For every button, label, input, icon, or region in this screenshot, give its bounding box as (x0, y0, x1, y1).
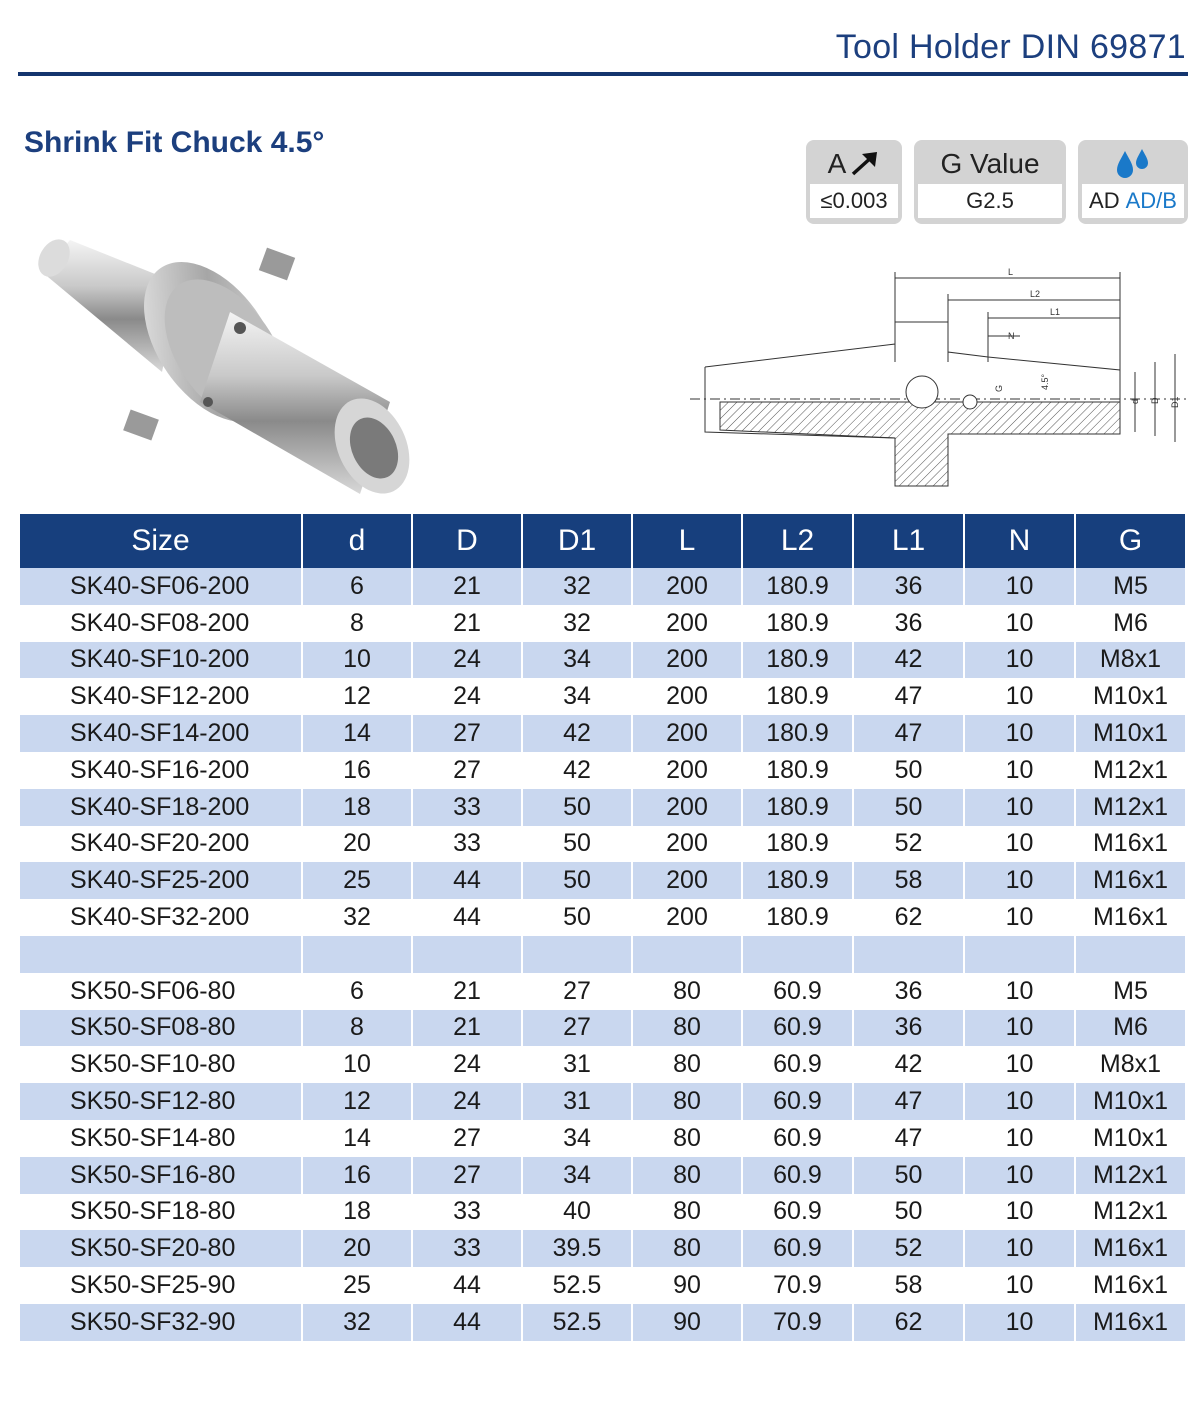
cell-d1: 34 (522, 1157, 632, 1194)
cell-l2: 180.9 (742, 899, 853, 936)
cell-l: 200 (632, 605, 742, 642)
cell-g: M12x1 (1075, 1157, 1185, 1194)
cell-g: M16x1 (1092, 1271, 1169, 1300)
cell-n: 10 (964, 715, 1075, 752)
cell-n: 10 (964, 1157, 1075, 1194)
spec-table (20, 514, 1185, 1341)
cell-l: 200 (632, 899, 742, 936)
cell-d: 21 (412, 973, 522, 1010)
cell-d: 24 (412, 1083, 522, 1120)
cell-size: SK50-SF10-80 (20, 1046, 302, 1083)
cell-g: M16x1 (1092, 829, 1169, 858)
cell-d1: 34 (522, 1120, 632, 1157)
balance-badge-label: G Value (940, 148, 1040, 179)
coolant-badge-header (1082, 144, 1184, 184)
cell-l2: 70.9 (742, 1304, 853, 1341)
runout-badge-value: ≤0.003 (810, 184, 898, 218)
cell-d1: 32 (522, 568, 632, 605)
table-row (20, 1120, 1185, 1157)
coolant-badge (1078, 140, 1188, 224)
cell-n (964, 936, 1075, 973)
cell-n: 10 (964, 973, 1075, 1010)
table-row (20, 605, 1185, 642)
cell-size: SK40-SF10-200 (20, 642, 302, 679)
column-header-N: N (964, 514, 1075, 568)
coolant-drops-icon (1113, 147, 1153, 181)
cell-d1: 50 (522, 862, 632, 899)
cell-l2: 180.9 (742, 789, 853, 826)
cell-size: SK40-SF16-200 (20, 752, 302, 789)
table-row (20, 789, 1185, 826)
cell-n: 10 (964, 1194, 1075, 1231)
runout-badge-label: A (827, 148, 847, 179)
cell-l1: 36 (853, 1010, 964, 1047)
cell-l2 (742, 936, 853, 973)
cell-l: 200 (632, 826, 742, 863)
cell-d: 6 (302, 973, 412, 1010)
cell-n: 10 (964, 1083, 1075, 1120)
runout-badge (806, 140, 902, 224)
cell-n: 10 (964, 605, 1075, 642)
cell-l2: 60.9 (742, 1230, 853, 1267)
cell-l1: 36 (853, 568, 964, 605)
cell-d: 20 (302, 826, 412, 863)
cell-l2: 180.9 (742, 752, 853, 789)
cell-l: 90 (632, 1304, 742, 1341)
dim-label-N: N (1008, 331, 1015, 341)
cell-n: 10 (964, 1046, 1075, 1083)
cell-l1: 50 (853, 789, 964, 826)
table-row (20, 678, 1185, 715)
cell-size: SK40-SF32-200 (20, 899, 302, 936)
cell-d: 12 (302, 678, 412, 715)
cell-l: 200 (632, 752, 742, 789)
cell-d: 25 (302, 1267, 412, 1304)
cell-d: 32 (302, 1304, 412, 1341)
cell-g: M8x1 (1099, 1050, 1162, 1079)
cell-d: 44 (412, 899, 522, 936)
cell-d: 25 (302, 862, 412, 899)
cell-size: SK40-SF08-200 (20, 605, 302, 642)
cell-d: 18 (302, 789, 412, 826)
table-row (20, 1230, 1185, 1267)
cell-size: SK40-SF14-200 (20, 715, 302, 752)
cell-g: M12x1 (1092, 755, 1169, 784)
cell-g: M8x1 (1075, 642, 1185, 679)
cell-l2: 180.9 (742, 678, 853, 715)
cell-l1: 58 (853, 1267, 964, 1304)
cell-d1: 52.5 (522, 1267, 632, 1304)
dim-label-L1: L1 (1050, 307, 1061, 317)
table-row (20, 826, 1185, 863)
runout-badge-header (810, 144, 898, 184)
cell-l: 200 (632, 862, 742, 899)
cell-l: 200 (632, 715, 742, 752)
cell-l: 80 (632, 973, 742, 1010)
cell-n: 10 (964, 1304, 1075, 1341)
cell-size: SK50-SF16-80 (20, 1157, 302, 1194)
cell-size: SK50-SF25-90 (20, 1267, 302, 1304)
cell-l1: 52 (853, 826, 964, 863)
cell-l2: 60.9 (742, 1046, 853, 1083)
cell-d: 14 (302, 715, 412, 752)
table-row (20, 1010, 1185, 1047)
cell-l: 80 (632, 1194, 742, 1231)
cell-n: 10 (964, 1230, 1075, 1267)
table-body (20, 568, 1185, 1341)
table-row (20, 862, 1185, 899)
cell-d: 27 (412, 1120, 522, 1157)
cell-n: 10 (964, 678, 1075, 715)
cell-n: 10 (964, 752, 1075, 789)
cell-d: 27 (412, 715, 522, 752)
cell-d: 32 (302, 899, 412, 936)
cell-n: 10 (964, 1267, 1075, 1304)
document-title: Tool Holder DIN 69871 (835, 28, 1186, 66)
cell-size: SK40-SF20-200 (20, 826, 302, 863)
cell-d: 33 (412, 1230, 522, 1267)
cell-l (632, 936, 742, 973)
cell-l1: 36 (853, 973, 964, 1010)
dim-label-angle: 4.5° (1040, 373, 1050, 390)
runout-arrow-icon (850, 151, 880, 177)
cell-d: 20 (302, 1230, 412, 1267)
cell-g: M16x1 (1075, 1304, 1185, 1341)
column-header-L: L (632, 514, 742, 568)
cell-l: 80 (632, 1230, 742, 1267)
cell-d1: 50 (522, 789, 632, 826)
cell-l1: 52 (853, 1230, 964, 1267)
cell-d: 10 (302, 1046, 412, 1083)
cell-n: 10 (964, 862, 1075, 899)
cell-l: 80 (632, 1120, 742, 1157)
cell-l: 200 (632, 678, 742, 715)
cell-l: 80 (632, 1010, 742, 1047)
coolant-badge-value (1082, 184, 1184, 218)
cell-g: M10x1 (1092, 1123, 1169, 1152)
cell-d1: 40 (522, 1194, 632, 1231)
coolant-type-adb: AD/B (1125, 188, 1177, 213)
cell-l2: 60.9 (742, 1120, 853, 1157)
cell-d: 21 (412, 568, 522, 605)
cell-n: 10 (964, 826, 1075, 863)
cell-d1: 32 (522, 605, 632, 642)
cell-l2: 180.9 (742, 642, 853, 679)
dim-label-L: L (1008, 267, 1014, 277)
coolant-type-ad: AD (1089, 188, 1120, 213)
cell-l1: 47 (853, 715, 964, 752)
cell-size: SK50-SF12-80 (20, 1083, 302, 1120)
cell-l2: 60.9 (742, 1083, 853, 1120)
cell-l2: 180.9 (742, 715, 853, 752)
cell-g: M12x1 (1075, 789, 1185, 826)
cell-d: 21 (412, 1010, 522, 1047)
cell-d1: 27 (522, 973, 632, 1010)
column-header-d: d (302, 514, 412, 568)
cell-d: 21 (412, 605, 522, 642)
cell-l2: 180.9 (742, 862, 853, 899)
cell-l: 80 (632, 1157, 742, 1194)
table-row (20, 715, 1185, 752)
product-photo (30, 232, 430, 500)
cell-size: SK40-SF06-200 (20, 568, 302, 605)
cell-d1: 39.5 (522, 1230, 632, 1267)
table-row (20, 1083, 1185, 1120)
cell-d: 24 (412, 678, 522, 715)
cell-d: 33 (412, 1194, 522, 1231)
cell-d: 12 (302, 1083, 412, 1120)
cell-l1: 50 (853, 752, 964, 789)
cell-d: 44 (412, 1267, 522, 1304)
cell-l: 80 (632, 1046, 742, 1083)
cell-n: 10 (964, 1120, 1075, 1157)
column-header-D: D (412, 514, 522, 568)
cell-d: 24 (412, 1046, 522, 1083)
cell-l1: 42 (853, 642, 964, 679)
cell-l1 (853, 936, 964, 973)
table-row (20, 568, 1185, 605)
cell-d: 16 (302, 1157, 412, 1194)
dim-label-D1: D1 (1170, 396, 1180, 408)
cell-d: 24 (412, 642, 522, 679)
cell-l1: 50 (853, 1194, 964, 1231)
table-row (20, 1304, 1185, 1341)
cell-l: 80 (632, 1083, 742, 1120)
cell-size: SK50-SF18-80 (20, 1194, 302, 1231)
balance-badge (914, 140, 1066, 224)
cell-d (412, 936, 522, 973)
cell-g: M16x1 (1075, 1230, 1185, 1267)
column-header-G: G (1075, 514, 1185, 568)
dim-label-G: G (994, 384, 1004, 392)
cell-l2: 60.9 (742, 1010, 853, 1047)
table-row (20, 1157, 1185, 1194)
cell-size: SK40-SF12-200 (20, 678, 302, 715)
cell-d: 8 (302, 605, 412, 642)
cell-d1: 50 (522, 826, 632, 863)
cell-d (302, 936, 412, 973)
cell-l1: 58 (853, 862, 964, 899)
cell-l: 200 (632, 568, 742, 605)
cell-d: 16 (302, 752, 412, 789)
cell-d: 33 (412, 826, 522, 863)
cell-g: M12x1 (1092, 1197, 1169, 1226)
cell-d1: 34 (522, 642, 632, 679)
cell-d1: 34 (522, 678, 632, 715)
cell-d1: 31 (522, 1046, 632, 1083)
cell-g: M16x1 (1092, 903, 1169, 932)
cell-d: 18 (302, 1194, 412, 1231)
cell-size: SK40-SF18-200 (20, 789, 302, 826)
cell-g: M10x1 (1092, 682, 1169, 711)
cell-d1: 52.5 (522, 1304, 632, 1341)
table-row (20, 936, 1185, 973)
cell-l2: 70.9 (742, 1267, 853, 1304)
cell-size: SK50-SF08-80 (20, 1010, 302, 1047)
cell-g: M10x1 (1075, 1083, 1185, 1120)
cell-d: 33 (412, 789, 522, 826)
cell-d1: 50 (522, 899, 632, 936)
table-row (20, 1046, 1185, 1083)
cell-size (20, 936, 302, 973)
cell-l2: 60.9 (742, 1194, 853, 1231)
cell-n: 10 (964, 568, 1075, 605)
cell-l1: 42 (853, 1046, 964, 1083)
table-row (20, 752, 1185, 789)
dim-label-D: D (1150, 397, 1160, 404)
cell-size: SK50-SF20-80 (20, 1230, 302, 1267)
table-row (20, 899, 1185, 936)
cell-l1: 62 (853, 1304, 964, 1341)
cell-d1 (522, 936, 632, 973)
cell-size: SK50-SF14-80 (20, 1120, 302, 1157)
cell-g: M6 (1075, 1010, 1185, 1047)
cell-l2: 60.9 (742, 1157, 853, 1194)
cell-d: 44 (412, 862, 522, 899)
column-header-D1: D1 (522, 514, 632, 568)
cell-d: 14 (302, 1120, 412, 1157)
dim-label-L2: L2 (1030, 289, 1041, 299)
dim-label-d: d (1130, 398, 1140, 404)
cell-g: M16x1 (1075, 862, 1185, 899)
cell-g: M5 (1075, 568, 1185, 605)
cell-l: 200 (632, 642, 742, 679)
table-row (20, 642, 1185, 679)
title-divider (18, 72, 1188, 76)
cell-size: SK40-SF25-200 (20, 862, 302, 899)
cell-l1: 36 (853, 605, 964, 642)
cell-d: 27 (412, 1157, 522, 1194)
cell-g: M10x1 (1075, 715, 1185, 752)
cell-l: 90 (632, 1267, 742, 1304)
cell-size: SK50-SF06-80 (20, 973, 302, 1010)
cell-d1: 27 (522, 1010, 632, 1047)
cell-d1: 31 (522, 1083, 632, 1120)
cell-g: M5 (1113, 976, 1148, 1005)
technical-drawing (690, 262, 1195, 498)
column-header-size: Size (20, 514, 302, 568)
cell-l2: 180.9 (742, 568, 853, 605)
table-header-row (20, 514, 1185, 568)
cell-d: 27 (412, 752, 522, 789)
cell-l2: 60.9 (742, 973, 853, 1010)
cell-size: SK50-SF32-90 (20, 1304, 302, 1341)
cell-n: 10 (964, 899, 1075, 936)
cell-d1: 42 (522, 715, 632, 752)
table-row (20, 1194, 1185, 1231)
cell-d: 44 (412, 1304, 522, 1341)
cell-g (1075, 936, 1185, 973)
cell-n: 10 (964, 642, 1075, 679)
cell-l1: 47 (853, 1083, 964, 1120)
cell-d: 8 (302, 1010, 412, 1047)
cell-l1: 47 (853, 678, 964, 715)
cell-d: 6 (302, 568, 412, 605)
table-row (20, 1267, 1185, 1304)
column-header-L1: L1 (853, 514, 964, 568)
cell-l2: 180.9 (742, 605, 853, 642)
table-row (20, 973, 1185, 1010)
cell-d1: 42 (522, 752, 632, 789)
balance-badge-value: G2.5 (918, 184, 1062, 218)
cell-l: 200 (632, 789, 742, 826)
cell-l1: 50 (853, 1157, 964, 1194)
product-title: Shrink Fit Chuck 4.5° (24, 126, 325, 159)
cell-d: 10 (302, 642, 412, 679)
cell-g: M6 (1113, 608, 1148, 637)
cell-n: 10 (964, 1010, 1075, 1047)
cell-l1: 62 (853, 899, 964, 936)
cell-l2: 180.9 (742, 826, 853, 863)
cell-l1: 47 (853, 1120, 964, 1157)
cell-n: 10 (964, 789, 1075, 826)
column-header-L2: L2 (742, 514, 853, 568)
